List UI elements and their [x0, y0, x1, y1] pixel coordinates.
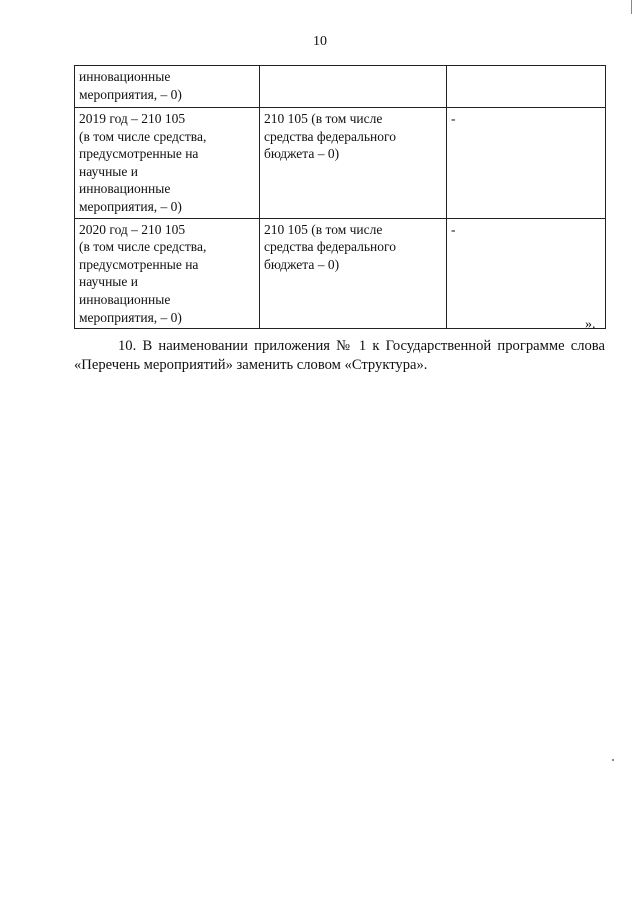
page-number: 10	[313, 34, 327, 49]
table-cell-other-sources: -	[447, 218, 606, 329]
closing-quote: ».	[585, 317, 596, 332]
table-row	[75, 66, 606, 108]
budget-table	[74, 65, 606, 329]
table-row	[75, 108, 606, 219]
table-cell-other-sources	[447, 66, 606, 108]
amendment-paragraph-text: 10. В наименовании приложения № 1 к Государственной программе слова «Перечень мероприятий» заменить словом «Структура».	[74, 338, 605, 373]
scan-edge-mark	[631, 0, 632, 14]
table-cell-federal-budget: 210 105 (в том числе средства федерального бюджета – 0)	[260, 218, 447, 329]
table-cell-federal-budget: 210 105 (в том числе средства федерального бюджета – 0)	[260, 108, 447, 219]
table-cell-funding-total: инновационные мероприятия, – 0)	[75, 66, 260, 108]
table-row	[75, 218, 606, 329]
table-cell-funding-total: 2019 год – 210 105 (в том числе средства, предусмотренные на научные и инновационные мероприятия, – 0)	[75, 108, 260, 219]
table-cell-funding-total: 2020 год – 210 105 (в том числе средства, предусмотренные на научные и инновационные мероприятия, – 0)	[75, 218, 260, 329]
scan-speck	[612, 759, 614, 761]
table-cell-other-sources: -	[447, 108, 606, 219]
table-cell-federal-budget	[260, 66, 447, 108]
amendment-paragraph	[74, 337, 605, 375]
